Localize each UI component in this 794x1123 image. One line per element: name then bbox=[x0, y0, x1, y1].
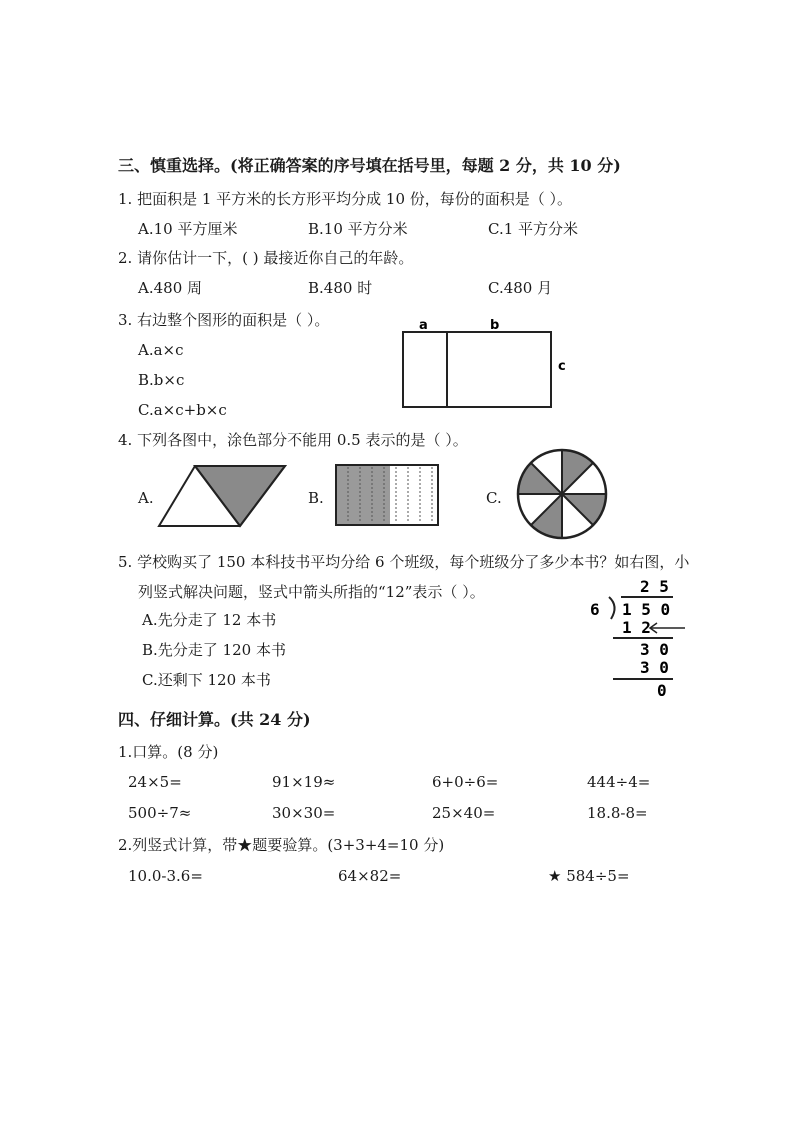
step-30b: 3 0 bbox=[640, 658, 669, 677]
calc-item: 6+0÷6= bbox=[432, 773, 499, 791]
q5-option-a: A.先分走了 12 本书 bbox=[142, 611, 277, 629]
q3-option-a: A.a×c bbox=[138, 341, 184, 359]
calc-item: 500÷7≈ bbox=[128, 804, 192, 822]
outer-rectangle bbox=[403, 332, 551, 407]
section4-heading: 四、仔细计算。(共 24 分) bbox=[118, 710, 311, 729]
section3-heading: 三、慎重选择。(将正确答案的序号填在括号里，每题 2 分，共 10 分) bbox=[118, 156, 621, 175]
remainder: 0 bbox=[657, 681, 667, 700]
calc-item: 25×40= bbox=[432, 804, 496, 822]
q3-rectangle-figure bbox=[395, 312, 580, 412]
vertical-calc-item-star: ★ 584÷5= bbox=[548, 867, 630, 885]
label-c: c bbox=[558, 359, 566, 374]
step-12: 1 2 bbox=[622, 618, 651, 637]
vertical-calc-item: 10.0-3.6= bbox=[128, 867, 203, 885]
q5-stem-line1: 5. 学校购买了 150 本科技书平均分给 6 个班级，每个班级分了多少本书？如右图，小 bbox=[118, 553, 690, 571]
vertical-calc-item: 64×82= bbox=[338, 867, 402, 885]
q5-option-c: C.还剩下 120 本书 bbox=[142, 671, 271, 689]
q3-stem: 3. 右边整个图形的面积是（ ）。 bbox=[118, 311, 330, 329]
dividend: 1 5 0 bbox=[622, 600, 671, 619]
q3-option-c: C.a×c+b×c bbox=[138, 401, 227, 419]
q2-stem: 2. 请你估计一下，( ) 最接近你自己的年龄。 bbox=[118, 249, 414, 267]
q4-option-c: C. bbox=[486, 489, 502, 507]
divisor: 6 bbox=[590, 600, 600, 619]
q4-circle-figure bbox=[515, 447, 609, 541]
q1-option-a: A.10 平方厘米 bbox=[138, 220, 238, 238]
section4-part1-title: 1.口算。(8 分) bbox=[118, 743, 219, 761]
q2-option-a: A.480 周 bbox=[138, 279, 202, 297]
label-a: a bbox=[419, 318, 428, 333]
long-division-figure bbox=[585, 575, 695, 700]
q2-option-c: C.480 月 bbox=[488, 279, 553, 297]
q5-option-b: B.先分走了 120 本书 bbox=[142, 641, 286, 659]
quotient: 2 5 bbox=[640, 577, 669, 596]
calc-item: 91×19≈ bbox=[272, 773, 336, 791]
q1-option-b: B.10 平方分米 bbox=[308, 220, 408, 238]
q1-option-c: C.1 平方分米 bbox=[488, 220, 579, 238]
q5-stem-line2: 列竖式解决问题，竖式中箭头所指的“12”表示（ ）。 bbox=[138, 583, 485, 601]
calc-item: 18.8-8= bbox=[587, 804, 648, 822]
q4-option-a: A. bbox=[138, 489, 154, 507]
step-30a: 3 0 bbox=[640, 640, 669, 659]
label-b: b bbox=[490, 318, 500, 333]
q4-option-b: B. bbox=[308, 489, 324, 507]
q4-striped-rectangle-figure bbox=[333, 462, 441, 528]
section4-part2-title: 2.列竖式计算，带★题要验算。(3+3+4=10 分) bbox=[118, 836, 445, 854]
calc-item: 444÷4= bbox=[587, 773, 651, 791]
q1-stem: 1. 把面积是 1 平方米的长方形平均分成 10 份，每份的面积是（ ）。 bbox=[118, 190, 573, 208]
q4-parallelogram-figure bbox=[155, 462, 295, 530]
calc-item: 30×30= bbox=[272, 804, 336, 822]
q2-option-b: B.480 时 bbox=[308, 279, 373, 297]
q3-option-b: B.b×c bbox=[138, 371, 185, 389]
calc-item: 24×5= bbox=[128, 773, 182, 791]
q4-stem: 4. 下列各图中，涂色部分不能用 0.5 表示的是（ ）。 bbox=[118, 431, 468, 449]
